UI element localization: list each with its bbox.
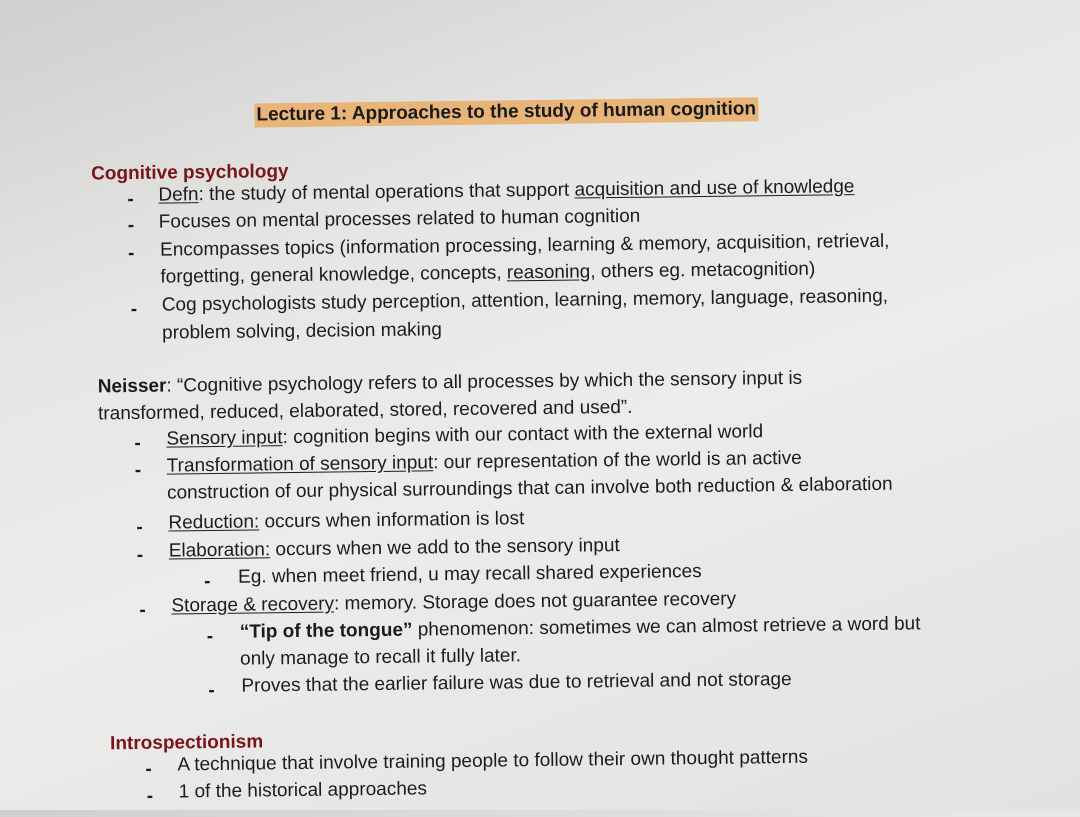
bullet-encompasses-line2 [160,259,815,289]
neisser-quote-line1 [98,368,803,399]
term-transformation: Transformation of sensory input [166,452,434,477]
bullet-text: : the study of mental operations that support [198,179,575,206]
bullet-dash: - [145,758,152,780]
bullet-storage-recovery [171,589,736,618]
bullet-text: : our representation of the world is an active [433,447,802,474]
sub-bullet-tip-of-tongue-line2: only manage to recall it fully later. [239,645,522,670]
quote-text: : “Cognitive psychology refers to all processes by which the sensory input is [166,367,803,397]
bullet-sensory-input [166,421,763,450]
bullet-introspection-technique: A technique that involve training people to follow their own thought patterns [177,746,809,776]
sub-bullet-dash: - [206,626,214,648]
lecture-title: Lecture 1: Approaches to the study of human cognition [254,97,758,127]
sub-bullet-dash: - [208,679,215,702]
sub-bullet-proves: Proves that the earlier failure was due to retrieval and not storage [241,668,792,697]
neisser-name: Neisser [97,375,167,398]
bullet-dash: - [146,785,154,807]
term-tip-of-tongue: “Tip of the tongue” [239,619,413,643]
term-storage-recovery: Storage & recovery [171,593,335,617]
bullet-text: , others eg. metacognition) [590,258,816,283]
bullet-dash: - [136,516,143,538]
term-defn: Defn [158,184,199,206]
section-heading-cognitive-psychology: Cognitive psychology [91,161,289,185]
bullet-dash: - [127,188,134,211]
bullet-encompasses-line1: Encompasses topics (information processing, learning & memory, acquisition, retrieval, [159,230,890,261]
bullet-text: : memory. Storage does not guarantee recovery [333,588,737,615]
bullet-dash: - [130,298,138,320]
sub-bullet-elaboration-example: Eg. when meet friend, u may recall shared experiences [237,561,702,588]
bullet-historical-approach: 1 of the historical approaches [178,778,428,803]
term-reasoning: reasoning [506,261,591,284]
bullet-transformation-line2: construction of our physical surroundings that can involve both reduction & elaboration [166,473,893,504]
bullet-text: forgetting, general knowledge, concepts, [160,262,507,288]
bullet-cog-psychologists-line2: problem solving, decision making [161,319,443,344]
bullet-text: phenomenon: sometimes we can almost retrieve a word but [412,613,921,641]
bullet-focuses: Focuses on mental processes related to human cognition [158,205,641,233]
bullet-dash: - [136,544,144,566]
sub-bullet-dash: - [204,571,211,593]
neisser-quote-line2: transformed, reduced, elaborated, stored, recovered and used”. [97,396,633,425]
bullet-text: : cognition begins with our contact with the external world [282,421,764,449]
bullet-dash: - [134,459,142,481]
sub-bullet-tip-of-tongue-line1 [240,613,921,643]
underlined-phrase: acquisition and use of knowledge [574,176,855,201]
term-reduction: Reduction: [168,511,260,534]
bullet-reduction [168,508,524,534]
section-heading-introspectionism: Introspectionism [109,731,264,755]
bullet-cog-psychologists-line1: Cog psychologists study perception, attention, learning, memory, language, reasoning, [161,285,889,316]
bullet-text: occurs when information is lost [259,508,525,533]
bullet-text: occurs when we add to the sensory input [270,535,620,561]
bullet-transformation-line1 [167,448,802,478]
bullet-dash: - [134,432,141,454]
term-sensory-input: Sensory input [166,427,283,450]
bullet-dash: - [127,214,135,237]
bullet-elaboration [169,535,620,563]
bullet-dash: - [127,242,135,265]
term-elaboration: Elaboration: [168,539,271,562]
bullet-dash: - [139,599,146,621]
